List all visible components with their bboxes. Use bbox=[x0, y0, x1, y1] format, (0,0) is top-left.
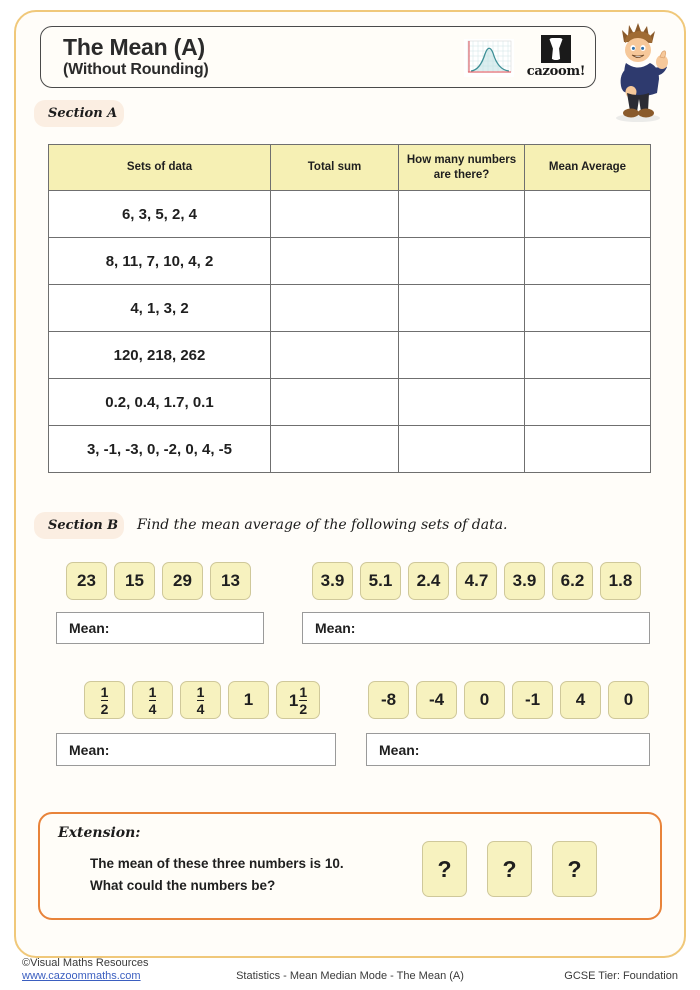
cell-mean-average[interactable] bbox=[525, 285, 651, 332]
cell-sets-of-data: 0.2, 0.4, 1.7, 0.1 bbox=[49, 379, 271, 426]
number-card-group-2 bbox=[312, 562, 641, 600]
column-header-total-sum: Total sum bbox=[271, 145, 399, 191]
bell-curve-icon bbox=[464, 39, 514, 77]
logo-wordmark: cazoom! bbox=[526, 64, 586, 79]
cell-mean-average[interactable] bbox=[525, 379, 651, 426]
number-card-group-3 bbox=[84, 681, 320, 719]
cell-sets-of-data: 120, 218, 262 bbox=[49, 332, 271, 379]
cell-count[interactable] bbox=[399, 332, 525, 379]
mixed-whole-part: 1 bbox=[288, 690, 299, 710]
worksheet-header bbox=[40, 26, 596, 88]
fraction-denominator: 2 bbox=[100, 700, 109, 717]
fraction-numerator: 1 bbox=[299, 683, 308, 700]
cell-count[interactable] bbox=[399, 285, 525, 332]
table-row bbox=[49, 379, 651, 426]
question-card: ? bbox=[422, 841, 467, 897]
table-row bbox=[49, 191, 651, 238]
number-card-fraction bbox=[180, 681, 221, 719]
number-card: 3.9 bbox=[504, 562, 545, 600]
footer-copyright: ©Visual Maths Resources bbox=[22, 957, 149, 969]
cell-count[interactable] bbox=[399, 191, 525, 238]
fraction-denominator: 4 bbox=[196, 700, 205, 717]
number-card: 6.2 bbox=[552, 562, 593, 600]
column-header-sets-of-data: Sets of data bbox=[49, 145, 271, 191]
cell-sets-of-data: 8, 11, 7, 10, 4, 2 bbox=[49, 238, 271, 285]
footer-topic: Statistics - Mean Median Mode - The Mean (A) bbox=[236, 970, 464, 982]
number-card: 4 bbox=[560, 681, 601, 719]
extension-card-group bbox=[422, 841, 597, 897]
table-header-row bbox=[49, 145, 651, 191]
column-header-how-many-numbers: How many numbers are there? bbox=[399, 145, 525, 191]
cell-count[interactable] bbox=[399, 426, 525, 473]
student-thumbs-up-icon bbox=[600, 16, 674, 124]
number-card: 4.7 bbox=[456, 562, 497, 600]
cell-count[interactable] bbox=[399, 238, 525, 285]
cell-count[interactable] bbox=[399, 379, 525, 426]
page-subtitle: (Without Rounding) bbox=[63, 61, 209, 78]
question-card: ? bbox=[552, 841, 597, 897]
mean-answer-box-4[interactable]: Mean: bbox=[366, 733, 650, 766]
cell-mean-average[interactable] bbox=[525, 332, 651, 379]
fraction-numerator: 1 bbox=[148, 683, 157, 700]
mean-answer-box-1[interactable]: Mean: bbox=[56, 612, 264, 644]
number-card: 1 bbox=[228, 681, 269, 719]
extension-line-1: The mean of these three numbers is 10. bbox=[90, 856, 344, 871]
number-card: -8 bbox=[368, 681, 409, 719]
number-card: 13 bbox=[210, 562, 251, 600]
footer-tier: GCSE Tier: Foundation bbox=[564, 970, 678, 982]
cazoom-logo bbox=[525, 35, 587, 83]
mean-answer-box-2[interactable]: Mean: bbox=[302, 612, 650, 644]
number-card-group-1 bbox=[66, 562, 251, 600]
question-card: ? bbox=[487, 841, 532, 897]
cell-total-sum[interactable] bbox=[271, 238, 399, 285]
cell-total-sum[interactable] bbox=[271, 332, 399, 379]
number-card: 5.1 bbox=[360, 562, 401, 600]
cell-mean-average[interactable] bbox=[525, 238, 651, 285]
section-b-label: Section B bbox=[34, 512, 124, 539]
cell-mean-average[interactable] bbox=[525, 191, 651, 238]
number-card-group-4 bbox=[368, 681, 649, 719]
cell-total-sum[interactable] bbox=[271, 191, 399, 238]
number-card: 15 bbox=[114, 562, 155, 600]
number-card: 0 bbox=[608, 681, 649, 719]
number-card: 1.8 bbox=[600, 562, 641, 600]
fraction-denominator: 2 bbox=[299, 700, 308, 717]
number-card-fraction bbox=[84, 681, 125, 719]
number-card: 2.4 bbox=[408, 562, 449, 600]
table-row bbox=[49, 238, 651, 285]
number-card: -1 bbox=[512, 681, 553, 719]
table-row bbox=[49, 285, 651, 332]
fraction-numerator: 1 bbox=[100, 683, 109, 700]
cell-sets-of-data: 6, 3, 5, 2, 4 bbox=[49, 191, 271, 238]
cell-sets-of-data: 3, -1, -3, 0, -2, 0, 4, -5 bbox=[49, 426, 271, 473]
number-card: 0 bbox=[464, 681, 505, 719]
cell-total-sum[interactable] bbox=[271, 379, 399, 426]
hourglass-icon bbox=[541, 35, 571, 63]
cell-total-sum[interactable] bbox=[271, 285, 399, 332]
number-card: 3.9 bbox=[312, 562, 353, 600]
section-a-label: Section A bbox=[34, 100, 124, 127]
fraction-numerator: 1 bbox=[196, 683, 205, 700]
cell-total-sum[interactable] bbox=[271, 426, 399, 473]
extension-panel bbox=[38, 812, 662, 920]
fraction-denominator: 4 bbox=[148, 700, 157, 717]
extension-line-2: What could the numbers be? bbox=[90, 878, 276, 893]
number-card: 29 bbox=[162, 562, 203, 600]
number-card: -4 bbox=[416, 681, 457, 719]
extension-title: Extension: bbox=[58, 825, 141, 841]
number-card: 23 bbox=[66, 562, 107, 600]
footer-website-link[interactable]: www.cazoommaths.com bbox=[22, 970, 141, 982]
table-row bbox=[49, 426, 651, 473]
section-b-instruction: Find the mean average of the following sets of data. bbox=[137, 517, 508, 533]
number-card-fraction bbox=[132, 681, 173, 719]
column-header-mean-average: Mean Average bbox=[525, 145, 651, 191]
table-row bbox=[49, 332, 651, 379]
section-a-table bbox=[48, 144, 651, 473]
cell-mean-average[interactable] bbox=[525, 426, 651, 473]
page-title: The Mean (A) bbox=[63, 34, 205, 60]
cell-sets-of-data: 4, 1, 3, 2 bbox=[49, 285, 271, 332]
number-card-mixed-number bbox=[276, 681, 320, 719]
mean-answer-box-3[interactable]: Mean: bbox=[56, 733, 336, 766]
